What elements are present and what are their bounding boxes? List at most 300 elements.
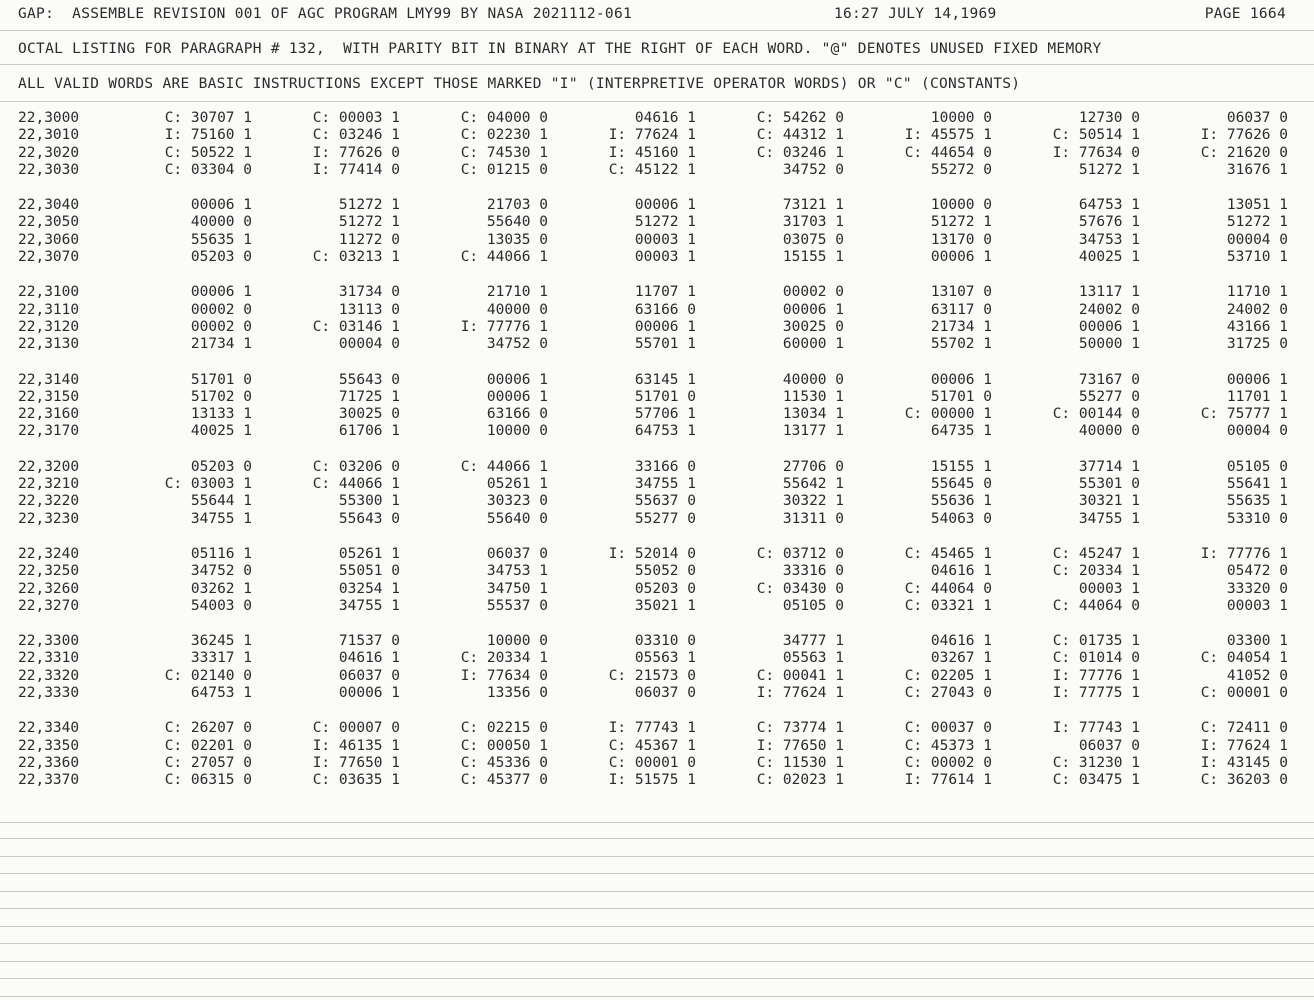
octal-word: C: 36203 0 (1200, 772, 1288, 789)
octal-word: I: 46135 1 (312, 737, 400, 754)
octal-word: 00002 0 (190, 318, 252, 335)
octal-word: 55643 0 (338, 371, 400, 388)
listing-row (0, 459, 1314, 476)
octal-word: 40000 0 (190, 214, 252, 231)
octal-word: C: 06315 0 (164, 772, 252, 789)
memory-address: 22,3270 (18, 597, 80, 614)
octal-word: C: 02230 1 (460, 127, 548, 144)
octal-word: 06037 0 (1226, 110, 1288, 126)
page-number: PAGE 1664 (1204, 6, 1286, 22)
octal-word: C: 00144 0 (1052, 406, 1140, 423)
octal-word: 55052 0 (634, 563, 696, 580)
octal-word: 05116 1 (190, 545, 252, 562)
octal-word: 03075 0 (782, 231, 844, 248)
octal-word: I: 51575 1 (608, 772, 696, 789)
octal-word: I: 77624 1 (1200, 737, 1288, 754)
listing-row (0, 319, 1314, 336)
listing-row (0, 336, 1314, 353)
listing-row (0, 720, 1314, 737)
row-group (0, 633, 1314, 702)
octal-word: 33166 0 (634, 458, 696, 475)
octal-word: 55277 0 (1078, 388, 1140, 405)
octal-word: 05105 0 (782, 597, 844, 614)
octal-word: 34752 0 (486, 336, 548, 353)
octal-word: I: 77743 1 (1052, 720, 1140, 737)
octal-word: 54063 0 (930, 510, 992, 527)
octal-word: 55701 1 (634, 336, 696, 353)
octal-word: I: 75160 1 (164, 127, 252, 144)
octal-word: C: 21620 0 (1200, 144, 1288, 161)
row-group (0, 459, 1314, 528)
octal-word: 06037 0 (634, 685, 696, 702)
octal-word: 00006 1 (486, 388, 548, 405)
octal-word: I: 77650 1 (756, 737, 844, 754)
octal-word: C: 44066 1 (460, 458, 548, 475)
octal-word: 00006 1 (782, 301, 844, 318)
octal-word: I: 77624 1 (608, 127, 696, 144)
octal-word: C: 03003 1 (164, 476, 252, 493)
octal-word: 64753 1 (190, 685, 252, 702)
octal-word: 41052 0 (1226, 667, 1288, 684)
octal-word: 15155 1 (782, 249, 844, 266)
octal-word: C: 00002 0 (904, 754, 992, 771)
octal-word: C: 00000 1 (904, 406, 992, 423)
octal-word: 53710 1 (1226, 249, 1288, 266)
octal-word: 12730 0 (1078, 110, 1140, 126)
octal-word: C: 45373 1 (904, 737, 992, 754)
octal-word: 00006 1 (1226, 371, 1288, 388)
listing-row (0, 581, 1314, 598)
octal-word: 51701 0 (634, 388, 696, 405)
octal-word: C: 44064 0 (1052, 597, 1140, 614)
memory-address: 22,3260 (18, 580, 80, 597)
row-group (0, 720, 1314, 789)
octal-word: C: 03146 1 (312, 318, 400, 335)
octal-word: 51272 1 (1226, 214, 1288, 231)
listing-row (0, 668, 1314, 685)
octal-listing (0, 110, 1314, 808)
memory-address: 22,3110 (18, 301, 80, 318)
octal-word: 55642 1 (782, 476, 844, 493)
octal-word: 34752 0 (190, 563, 252, 580)
octal-word: I: 77650 1 (312, 754, 400, 771)
octal-word: 13177 1 (782, 423, 844, 440)
octal-word: C: 03304 0 (164, 161, 252, 178)
octal-word: C: 11530 1 (756, 754, 844, 771)
octal-word: I: 45575 1 (904, 127, 992, 144)
octal-word: 63166 0 (486, 406, 548, 423)
octal-word: 30025 0 (338, 406, 400, 423)
octal-word: 40000 0 (486, 301, 548, 318)
octal-word: 00006 1 (930, 249, 992, 266)
memory-address: 22,3330 (18, 685, 80, 702)
octal-word: 40025 1 (1078, 249, 1140, 266)
octal-word: 04616 1 (930, 563, 992, 580)
memory-address: 22,3010 (18, 127, 80, 144)
octal-word: 05105 0 (1226, 458, 1288, 475)
octal-word: I: 45160 1 (608, 144, 696, 161)
octal-word: C: 02205 1 (904, 667, 992, 684)
octal-word: I: 77414 0 (312, 161, 400, 178)
octal-word: 03310 0 (634, 633, 696, 650)
octal-word: 13356 0 (486, 685, 548, 702)
octal-word: 55640 0 (486, 214, 548, 231)
octal-word: 51272 1 (1078, 161, 1140, 178)
memory-address: 22,3070 (18, 249, 80, 266)
octal-word: 71537 0 (338, 633, 400, 650)
octal-word: C: 03635 1 (312, 772, 400, 789)
octal-word: C: 01215 0 (460, 161, 548, 178)
octal-word: 03254 1 (338, 580, 400, 597)
octal-word: 50000 1 (1078, 336, 1140, 353)
listing-row (0, 406, 1314, 423)
octal-word: 37714 1 (1078, 458, 1140, 475)
octal-word: 00002 0 (782, 284, 844, 301)
octal-word: C: 30707 1 (164, 110, 252, 126)
memory-address: 22,3150 (18, 388, 80, 405)
octal-word: C: 00050 1 (460, 737, 548, 754)
listing-legend: ALL VALID WORDS ARE BASIC INSTRUCTIONS EXCEPT THOSE MARKED "I" (INTERPRETIVE OPERATOR WORDS) OR "C" (CONSTANTS) (18, 76, 1021, 92)
octal-word: C: 02140 0 (164, 667, 252, 684)
memory-address: 22,3210 (18, 476, 80, 493)
octal-word: 05203 0 (190, 249, 252, 266)
octal-word: C: 01735 1 (1052, 633, 1140, 650)
octal-word: C: 45336 0 (460, 754, 548, 771)
octal-word: 24002 0 (1226, 301, 1288, 318)
octal-word: 10000 0 (486, 633, 548, 650)
memory-address: 22,3160 (18, 406, 80, 423)
octal-word: 33317 1 (190, 650, 252, 667)
octal-word: C: 03430 0 (756, 580, 844, 597)
row-group (0, 372, 1314, 441)
octal-word: 13035 0 (486, 231, 548, 248)
memory-address: 22,3170 (18, 423, 80, 440)
octal-word: I: 77634 0 (1052, 144, 1140, 161)
listing-row (0, 110, 1314, 127)
octal-word: C: 02215 0 (460, 720, 548, 737)
listing-row (0, 511, 1314, 528)
memory-address: 22,3350 (18, 737, 80, 754)
octal-word: C: 45122 1 (608, 161, 696, 178)
octal-word: 30322 1 (782, 493, 844, 510)
octal-word: C: 00037 0 (904, 720, 992, 737)
listing-row (0, 650, 1314, 667)
listing-row (0, 232, 1314, 249)
octal-word: 73121 1 (782, 197, 844, 214)
octal-word: 21734 1 (190, 336, 252, 353)
listing-row (0, 197, 1314, 214)
octal-word: I: 77634 0 (460, 667, 548, 684)
octal-word: I: 77776 1 (1200, 545, 1288, 562)
octal-word: C: 04054 1 (1200, 650, 1288, 667)
octal-word: 27706 0 (782, 458, 844, 475)
octal-word: C: 45367 1 (608, 737, 696, 754)
octal-word: 40000 0 (782, 371, 844, 388)
listing-row (0, 389, 1314, 406)
memory-address: 22,3220 (18, 493, 80, 510)
octal-word: 34753 1 (486, 563, 548, 580)
octal-word: C: 03321 1 (904, 597, 992, 614)
octal-word: 33320 0 (1226, 580, 1288, 597)
octal-word: I: 77743 1 (608, 720, 696, 737)
octal-word: C: 20334 1 (460, 650, 548, 667)
octal-word: 55702 1 (930, 336, 992, 353)
octal-word: 06037 0 (1078, 737, 1140, 754)
listing-row (0, 546, 1314, 563)
octal-word: 34750 1 (486, 580, 548, 597)
octal-word: 64735 1 (930, 423, 992, 440)
octal-word: C: 44066 1 (460, 249, 548, 266)
listing-row (0, 372, 1314, 389)
octal-word: 53310 0 (1226, 510, 1288, 527)
octal-word: 30321 1 (1078, 493, 1140, 510)
octal-word: C: 75777 1 (1200, 406, 1288, 423)
octal-word: 33316 0 (782, 563, 844, 580)
octal-word: 30025 0 (782, 318, 844, 335)
listing-row (0, 772, 1314, 789)
octal-word: C: 50522 1 (164, 144, 252, 161)
octal-word: 31676 1 (1226, 161, 1288, 178)
listing-row (0, 476, 1314, 493)
octal-word: 51272 1 (930, 214, 992, 231)
octal-word: 31734 0 (338, 284, 400, 301)
listing-row (0, 633, 1314, 650)
octal-word: I: 43145 0 (1200, 754, 1288, 771)
octal-word: 21734 1 (930, 318, 992, 335)
octal-word: 13107 0 (930, 284, 992, 301)
octal-word: C: 44064 0 (904, 580, 992, 597)
octal-word: C: 72411 0 (1200, 720, 1288, 737)
octal-word: C: 02201 0 (164, 737, 252, 754)
octal-word: 63145 1 (634, 371, 696, 388)
memory-address: 22,3130 (18, 336, 80, 353)
memory-address: 22,3320 (18, 667, 80, 684)
octal-word: C: 00041 1 (756, 667, 844, 684)
listing-row (0, 284, 1314, 301)
memory-address: 22,3230 (18, 510, 80, 527)
octal-word: 64753 1 (634, 423, 696, 440)
octal-word: 05472 0 (1226, 563, 1288, 580)
octal-word: C: 27057 0 (164, 754, 252, 771)
octal-word: 55300 1 (338, 493, 400, 510)
memory-address: 22,3340 (18, 720, 80, 737)
octal-word: 00006 1 (190, 284, 252, 301)
octal-word: 61706 1 (338, 423, 400, 440)
octal-word: C: 74530 1 (460, 144, 548, 161)
row-group (0, 546, 1314, 615)
octal-word: 40025 1 (190, 423, 252, 440)
octal-word: 00006 1 (1078, 318, 1140, 335)
memory-address: 22,3300 (18, 633, 80, 650)
octal-word: 10000 0 (930, 110, 992, 126)
memory-address: 22,3200 (18, 458, 80, 475)
octal-word: C: 00007 0 (312, 720, 400, 737)
memory-address: 22,3040 (18, 197, 80, 214)
row-group (0, 284, 1314, 353)
octal-word: 00006 1 (486, 371, 548, 388)
octal-word: 04616 1 (338, 650, 400, 667)
octal-word: 04616 1 (634, 110, 696, 126)
octal-word: C: 50514 1 (1052, 127, 1140, 144)
octal-word: 06037 0 (338, 667, 400, 684)
octal-word: I: 77626 0 (312, 144, 400, 161)
memory-address: 22,3020 (18, 144, 80, 161)
octal-word: 00003 1 (634, 249, 696, 266)
octal-word: 63166 0 (634, 301, 696, 318)
octal-word: 00003 1 (1078, 580, 1140, 597)
octal-word: 55051 0 (338, 563, 400, 580)
octal-word: I: 77624 1 (756, 685, 844, 702)
listing-row (0, 493, 1314, 510)
octal-word: 05261 1 (338, 545, 400, 562)
listing-row (0, 685, 1314, 702)
memory-address: 22,3370 (18, 772, 80, 789)
memory-address: 22,3060 (18, 231, 80, 248)
octal-word: 00006 1 (338, 685, 400, 702)
octal-word: 35021 1 (634, 597, 696, 614)
octal-word: 13117 1 (1078, 284, 1140, 301)
octal-word: 64753 1 (1078, 197, 1140, 214)
octal-word: 34755 1 (1078, 510, 1140, 527)
memory-address: 22,3120 (18, 318, 80, 335)
octal-word: 51272 1 (338, 197, 400, 214)
octal-word: I: 52014 0 (608, 545, 696, 562)
octal-word: C: 00001 0 (1200, 685, 1288, 702)
listing-row (0, 423, 1314, 440)
octal-word: 55301 0 (1078, 476, 1140, 493)
memory-address: 22,3310 (18, 650, 80, 667)
octal-word: I: 77626 0 (1200, 127, 1288, 144)
listing-row (0, 162, 1314, 179)
octal-word: 00002 0 (190, 301, 252, 318)
octal-word: 00006 1 (634, 318, 696, 335)
listing-row (0, 755, 1314, 772)
octal-word: 55641 1 (1226, 476, 1288, 493)
octal-word: 43166 1 (1226, 318, 1288, 335)
octal-word: 36245 1 (190, 633, 252, 650)
octal-word: 55272 0 (930, 161, 992, 178)
octal-word: 63117 0 (930, 301, 992, 318)
memory-address: 22,3100 (18, 284, 80, 301)
listing-row (0, 598, 1314, 615)
octal-word: C: 03213 1 (312, 249, 400, 266)
octal-word: 34755 1 (634, 476, 696, 493)
octal-word: C: 03206 0 (312, 458, 400, 475)
octal-word: 05203 0 (190, 458, 252, 475)
octal-word: 55537 0 (486, 597, 548, 614)
octal-word: 57706 1 (634, 406, 696, 423)
octal-word: 51702 0 (190, 388, 252, 405)
octal-word: 15155 1 (930, 458, 992, 475)
octal-word: C: 44654 0 (904, 144, 992, 161)
octal-word: C: 04000 0 (460, 110, 548, 126)
memory-address: 22,3240 (18, 545, 80, 562)
octal-word: 00003 1 (634, 231, 696, 248)
listing-row (0, 249, 1314, 266)
octal-word: 00006 1 (930, 371, 992, 388)
octal-word: I: 77776 1 (1052, 667, 1140, 684)
octal-word: C: 03712 0 (756, 545, 844, 562)
octal-word: I: 77775 1 (1052, 685, 1140, 702)
memory-address: 22,3000 (18, 110, 80, 126)
octal-word: C: 27043 0 (904, 685, 992, 702)
page-header (18, 6, 1296, 26)
octal-word: 05203 0 (634, 580, 696, 597)
octal-word: 10000 0 (486, 423, 548, 440)
assembly-title: GAP: ASSEMBLE REVISION 001 OF AGC PROGRAM LMY99 BY NASA 2021112-061 (18, 6, 633, 22)
memory-address: 22,3360 (18, 754, 80, 771)
listing-row (0, 738, 1314, 755)
octal-word: C: 00003 1 (312, 110, 400, 126)
octal-word: 13034 1 (782, 406, 844, 423)
octal-word: 11710 1 (1226, 284, 1288, 301)
octal-word: C: 44312 1 (756, 127, 844, 144)
octal-word: 40000 0 (1078, 423, 1140, 440)
octal-word: 55635 1 (190, 231, 252, 248)
listing-row (0, 302, 1314, 319)
octal-word: 00003 1 (1226, 597, 1288, 614)
octal-word: 34755 1 (338, 597, 400, 614)
octal-word: 00004 0 (1226, 423, 1288, 440)
octal-word: C: 01014 0 (1052, 650, 1140, 667)
octal-word: 13170 0 (930, 231, 992, 248)
octal-word: C: 03475 1 (1052, 772, 1140, 789)
octal-word: 11530 1 (782, 388, 844, 405)
octal-word: C: 54262 0 (756, 110, 844, 126)
octal-word: 13051 1 (1226, 197, 1288, 214)
octal-word: 57676 1 (1078, 214, 1140, 231)
octal-word: 10000 0 (930, 197, 992, 214)
octal-word: 71725 1 (338, 388, 400, 405)
octal-word: 31703 1 (782, 214, 844, 231)
octal-word: 24002 0 (1078, 301, 1140, 318)
octal-word: 00006 1 (190, 197, 252, 214)
octal-word: 03300 1 (1226, 633, 1288, 650)
octal-word: C: 45377 0 (460, 772, 548, 789)
octal-word: 55277 0 (634, 510, 696, 527)
octal-word: I: 77614 1 (904, 772, 992, 789)
octal-word: 05261 1 (486, 476, 548, 493)
memory-address: 22,3030 (18, 161, 80, 178)
octal-word: 13133 1 (190, 406, 252, 423)
octal-word: C: 26207 0 (164, 720, 252, 737)
octal-word: 34777 1 (782, 633, 844, 650)
memory-address: 22,3250 (18, 563, 80, 580)
octal-word: I: 77776 1 (460, 318, 548, 335)
octal-word: C: 31230 1 (1052, 754, 1140, 771)
listing-description: OCTAL LISTING FOR PARAGRAPH # 132, WITH PARITY BIT IN BINARY AT THE RIGHT OF EACH WORD. "@" DENOTES UNUSED FIXED MEMORY (18, 41, 1102, 57)
octal-word: 21710 1 (486, 284, 548, 301)
octal-word: 34753 1 (1078, 231, 1140, 248)
octal-word: 55637 0 (634, 493, 696, 510)
memory-address: 22,3140 (18, 371, 80, 388)
octal-word: 31725 0 (1226, 336, 1288, 353)
octal-word: 55640 0 (486, 510, 548, 527)
octal-word: 06037 0 (486, 545, 548, 562)
octal-word: 11701 1 (1226, 388, 1288, 405)
octal-word: 55645 0 (930, 476, 992, 493)
listing-row (0, 145, 1314, 162)
octal-word: 55644 1 (190, 493, 252, 510)
octal-word: C: 02023 1 (756, 772, 844, 789)
octal-word: C: 73774 1 (756, 720, 844, 737)
octal-word: 34755 1 (190, 510, 252, 527)
octal-word: 11707 1 (634, 284, 696, 301)
octal-word: 34752 0 (782, 161, 844, 178)
octal-word: 55636 1 (930, 493, 992, 510)
octal-word: 05563 1 (634, 650, 696, 667)
octal-word: C: 20334 1 (1052, 563, 1140, 580)
